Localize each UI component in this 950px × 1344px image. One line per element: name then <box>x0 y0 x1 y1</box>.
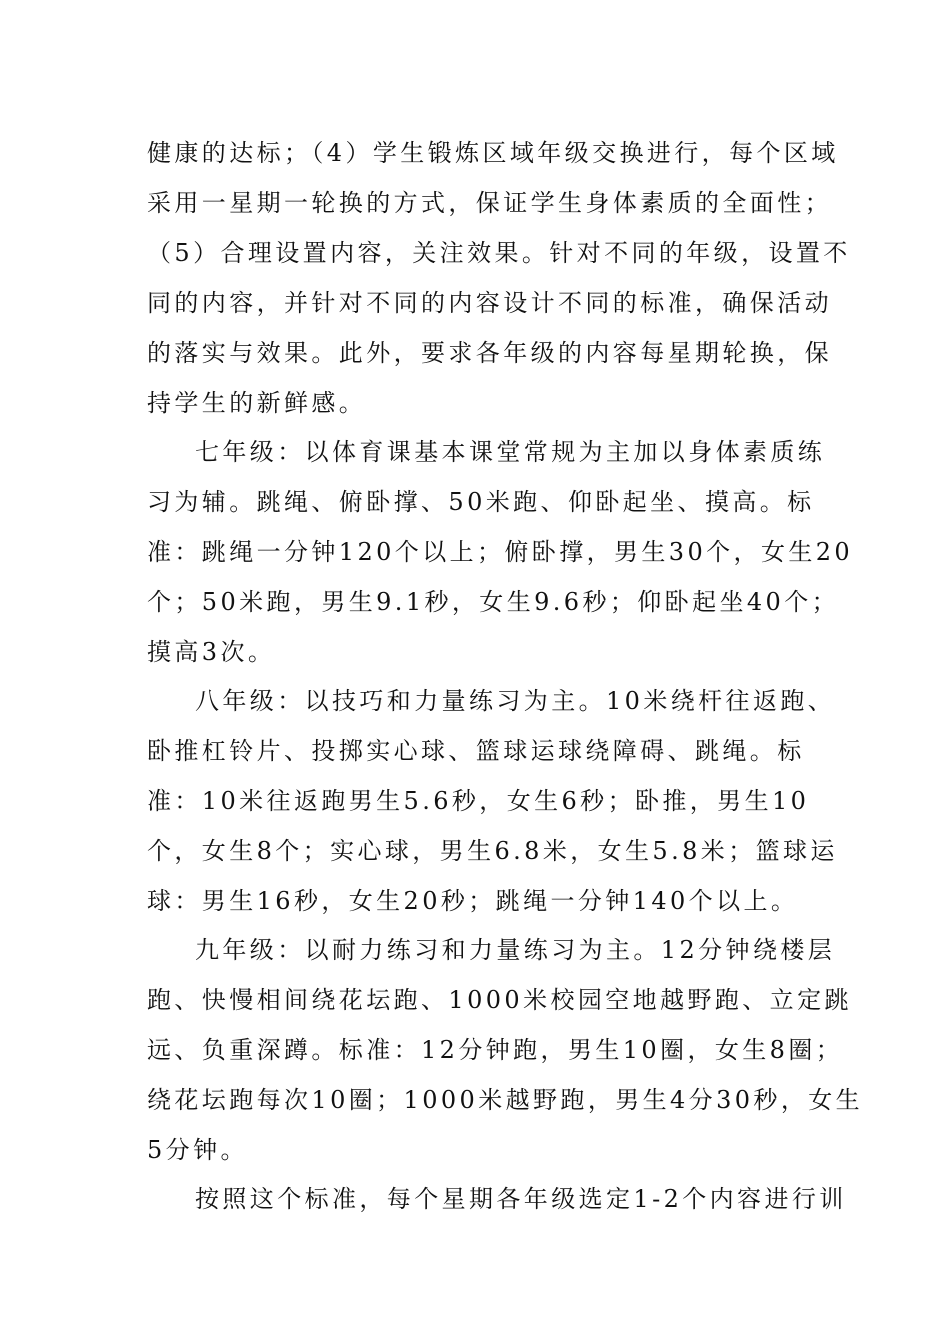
grade7-heading-line: 七年级：以体育课基本课堂常规为主加以身体素质练 <box>195 438 826 466</box>
text-line-19: 远、负重深蹲。标准：12分钟跑，男生10圈，女生8圈； <box>147 1036 844 1064</box>
text-line-18: 跑、快慢相间绕花坛跑、1000米校园空地越野跑、立定跳 <box>147 986 852 1014</box>
text-line-15: 个，女生8个；实心球，男生6.8米，女生5.8米；篮球运 <box>147 837 838 865</box>
text-line-2: 采用一星期一轮换的方式，保证学生身体素质的全面性； <box>147 189 832 217</box>
text-line-6: 持学生的新鲜感。 <box>147 389 367 417</box>
text-line-21: 5分钟。 <box>147 1136 248 1164</box>
text-line-3: （5）合理设置内容，关注效果。针对不同的年级，设置不 <box>147 239 851 267</box>
text-line-20: 绕花坛跑每次10圈；1000米越野跑，男生4分30秒，女生 <box>147 1086 864 1114</box>
text-line-16: 球：男生16秒，女生20秒；跳绳一分钟140个以上。 <box>147 887 799 915</box>
text-line-10: 个；50米跑，男生9.1秒，女生9.6秒；仰卧起坐40个； <box>147 588 840 616</box>
text-line-5: 的落实与效果。此外，要求各年级的内容每星期轮换，保 <box>147 339 832 367</box>
text-line-1: 健康的达标；（4）学生锻炼区域年级交换进行，每个区域 <box>147 139 839 167</box>
text-line-11: 摸高3次。 <box>147 638 276 666</box>
text-line-9: 准：跳绳一分钟120个以上；俯卧撑，男生30个，女生20 <box>147 538 854 566</box>
text-line-13: 卧推杠铃片、投掷实心球、篮球运球绕障碍、跳绳。标 <box>147 737 805 765</box>
text-line-8: 习为辅。跳绳、俯卧撑、50米跑、仰卧起坐、摸高。标 <box>147 488 815 516</box>
grade9-heading-line: 九年级：以耐力练习和力量练习为主。12分钟绕楼层 <box>195 936 836 964</box>
text-line-22: 按照这个标准，每个星期各年级选定1-2个内容进行训 <box>195 1185 847 1213</box>
text-line-14: 准：10米往返跑男生5.6秒，女生6秒；卧推，男生10 <box>147 787 810 815</box>
text-line-4: 同的内容，并针对不同的内容设计不同的标准，确保活动 <box>147 289 832 317</box>
grade8-heading-line: 八年级：以技巧和力量练习为主。10米绕杆往返跑、 <box>195 687 836 715</box>
